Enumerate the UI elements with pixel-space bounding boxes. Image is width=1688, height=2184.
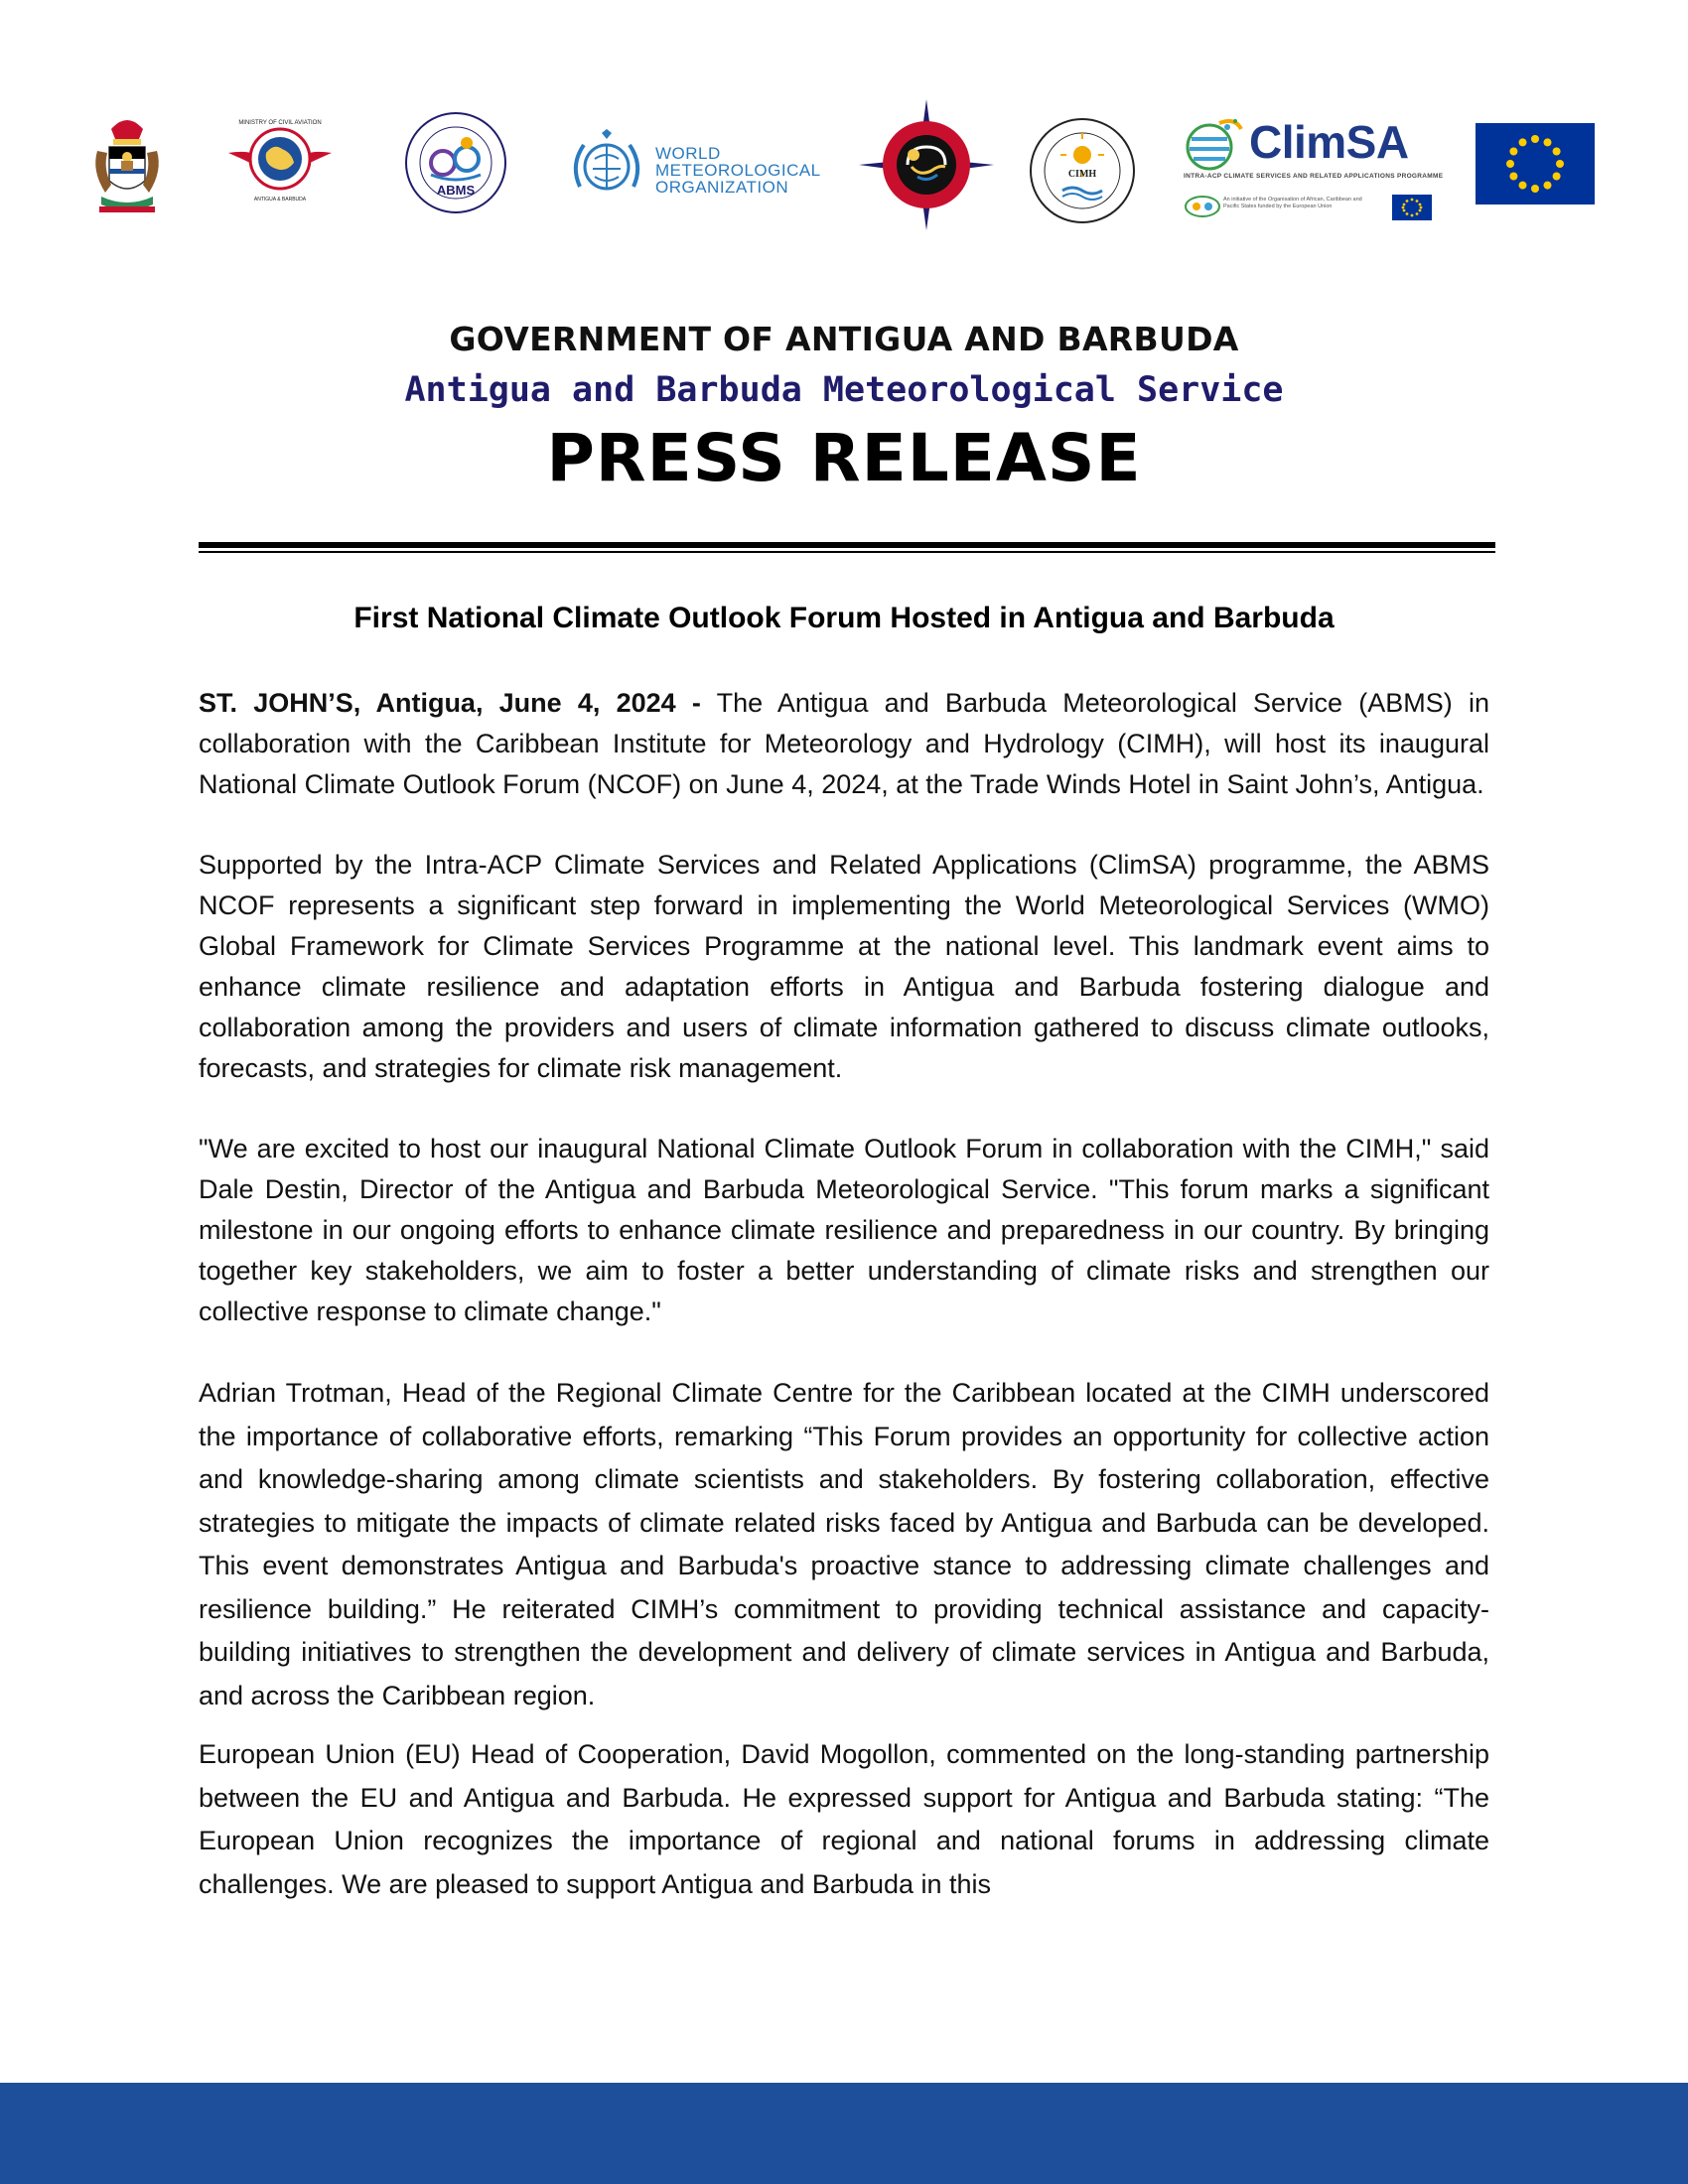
- paragraph-2: Supported by the Intra-ACP Climate Services and Related Applications (ClimSA) programme, the ABMS NCOF represents a significant step forward in implementing the World Meteorological Services (WMO) Global Framework for Climate Services Programme at the national level. This landmark event aims to enhance climate resilience and adaptation efforts in Antigua and Barbuda fostering dialogue and collaboration among the providers and users of climate information gathered to discuss climate outlooks, forecasts, and strategies for climate risk management.: [199, 850, 1489, 1083]
- wmo-line-3: ORGANIZATION: [655, 178, 789, 197]
- climsa-tagline: INTRA-ACP CLIMATE SERVICES AND RELATED APPLICATIONS PROGRAMME: [1184, 173, 1444, 180]
- svg-text:ANTIGUA & BARBUDA: ANTIGUA & BARBUDA: [253, 197, 307, 203]
- coat-of-arms-logo: [91, 111, 163, 216]
- climsa-logo: [1180, 111, 1444, 228]
- paragraph-3: "We are excited to host our inaugural National Climate Outlook Forum in collaboration with the CIMH," said Dale Destin, Director of the Antigua and Barbuda Meteorological Service. "This forum marks a significant milestone in our ongoing efforts to enhance climate resilience and preparedness in our country. By bringing together key stakeholders, we aim to foster a better understanding of climate risks and strengthen our collective response to climate change.": [199, 1134, 1489, 1326]
- paragraph-1: [199, 683, 1489, 805]
- wmo-line-2: METEOROLOGICAL: [655, 161, 821, 180]
- press-release-title: PRESS RELEASE: [546, 420, 1142, 496]
- oacps-logo-icon: [1184, 195, 1221, 218]
- government-title: GOVERNMENT OF ANTIGUA AND BARBUDA: [449, 320, 1239, 358]
- climsa-globe-icon: [1180, 115, 1243, 175]
- header-divider-thick: [199, 542, 1495, 548]
- abms-logo: [401, 109, 510, 216]
- dateline: ST. JOHN’S, Antigua, June 4, 2024 -: [199, 688, 701, 718]
- footer-band: [0, 2083, 1688, 2184]
- logo-strip: [0, 0, 1688, 238]
- eu-flag-small-icon: [1392, 195, 1432, 220]
- climsa-title: ClimSA: [1249, 116, 1409, 168]
- civil-aviation-logo: [226, 109, 334, 208]
- service-title: Antigua and Barbuda Meteorological Service: [404, 370, 1284, 410]
- release-headline: First National Climate Outlook Forum Hosted in Antigua and Barbuda: [353, 602, 1335, 634]
- svg-text:MINISTRY OF CIVIL AVIATION: MINISTRY OF CIVIL AVIATION: [238, 120, 322, 126]
- wmo-logo: [568, 127, 821, 206]
- eu-flag-logo: [1476, 123, 1595, 205]
- paragraph-4: Adrian Trotman, Head of the Regional Climate Centre for the Caribbean located at the CIMH underscored the importance of collaborative efforts, remarking “This Forum provides an opportunity for collective action and knowledge-sharing among climate scientists and stakeholders. By fostering collaboration, effective strategies to mitigate the impacts of climate related risks faced by Antigua and Barbuda can be developed. This event demonstrates Antigua and Barbuda's proactive stance to addressing climate challenges and resilience building.” He reiterated CIMH’s commitment to providing technical assistance and capacity-building initiatives to strengthen the development and delivery of climate services in Antigua and Barbuda, and across the Caribbean region.: [199, 1378, 1489, 1710]
- wmo-name: [655, 145, 821, 196]
- release-body: [199, 683, 1489, 1906]
- wmo-line-1: WORLD: [655, 144, 721, 163]
- cmo-logo: [856, 97, 997, 232]
- paragraph-5: European Union (EU) Head of Cooperation, David Mogollon, commented on the long-standing partnership between the EU and Antigua and Barbuda. He expressed support for Antigua and Barbuda stating: “The European Union recognizes the importance of regional and national forums in addressing climate challenges. We are pleased to support Antigua and Barbuda in this: [199, 1739, 1489, 1899]
- wmo-emblem-icon: [568, 127, 645, 206]
- paragraph-1-text: The Antigua and Barbuda Meteorological Service (ABMS) in collaboration with the Caribbean Institute for Meteorology and Hydrology (CIMH), will host its inaugural National Climate Outlook Forum (NCOF) on June 4, 2024, at the Trade Winds Hotel in Saint John’s, Antigua.: [199, 688, 1490, 799]
- svg-text:ABMS: ABMS: [436, 183, 476, 198]
- climsa-footnote: An initiative of the Organisation of African, Caribbean and Pacific States funded by the European Union: [1223, 197, 1362, 209]
- header-divider-thin: [199, 551, 1495, 553]
- cimh-logo: [1029, 117, 1136, 224]
- letterhead: [0, 320, 1688, 496]
- svg-text:CIMH: CIMH: [1067, 169, 1097, 180]
